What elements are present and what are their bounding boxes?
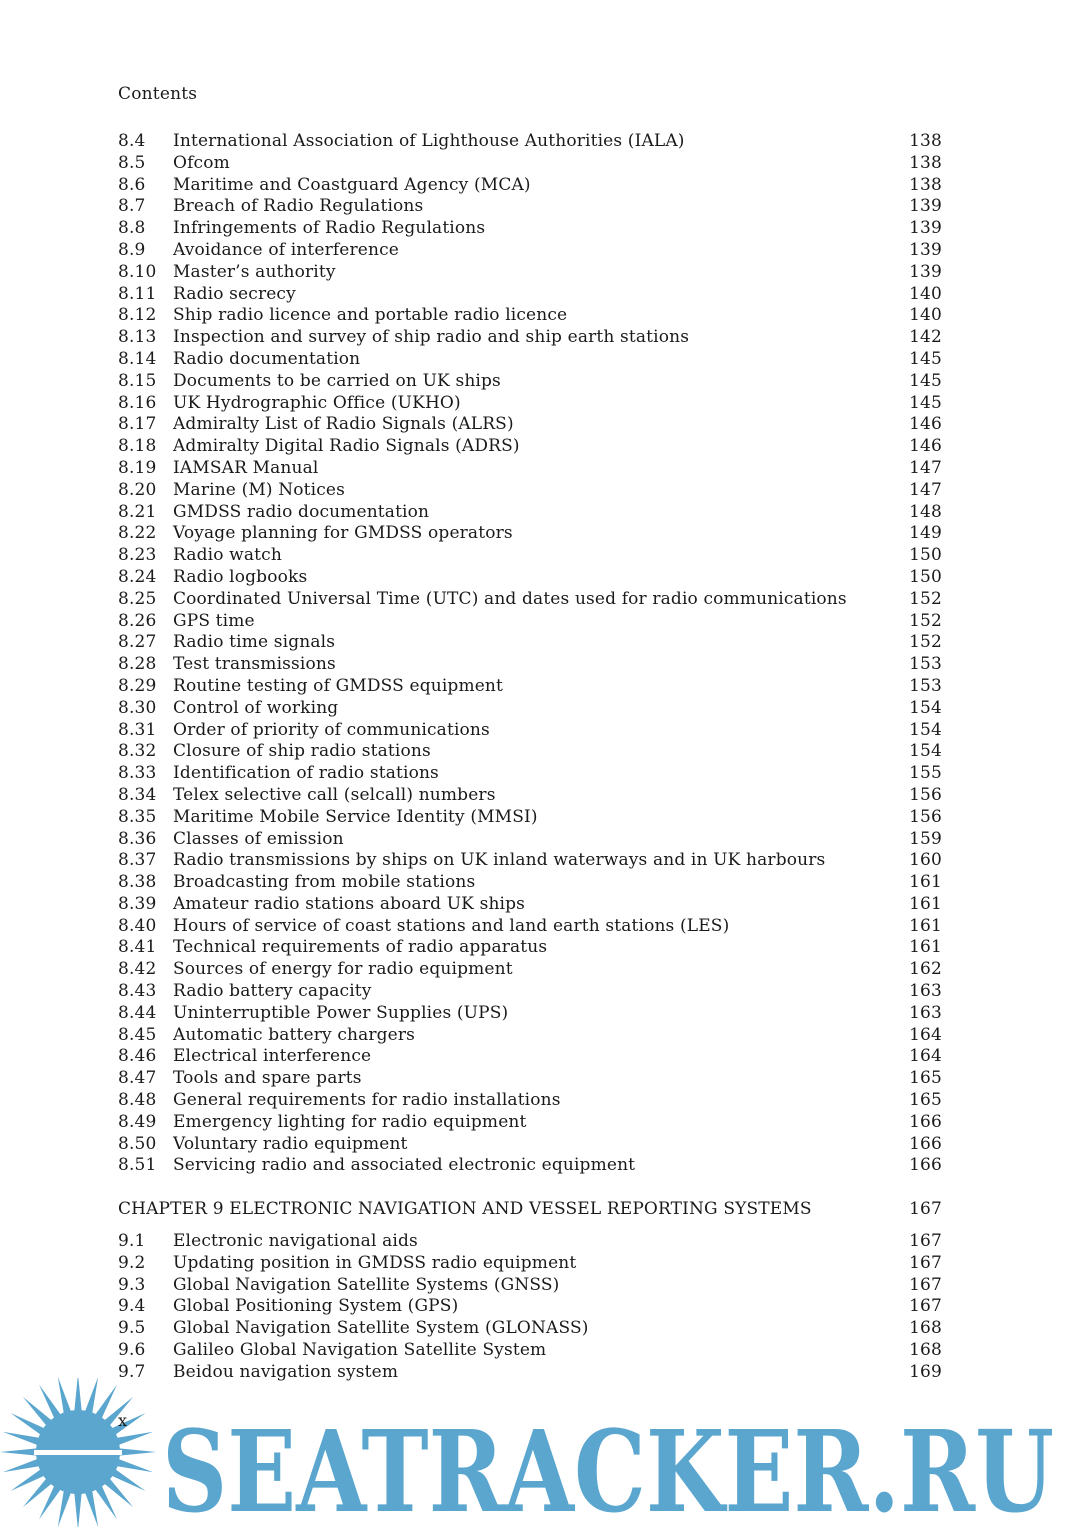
section-number: 8.42 [118,959,157,980]
section-number: 8.30 [118,697,157,718]
section-title: Tools and spare parts [173,1068,362,1089]
toc-entry[interactable] [118,763,942,785]
section-number: 9.6 [118,1339,146,1360]
section-title: Radio secrecy [173,283,296,304]
section-number: 8.41 [118,937,157,958]
section-title: Electrical interference [173,1046,372,1067]
toc-chapter-8-list [118,131,942,1177]
toc-entry[interactable] [118,502,942,524]
toc-entry[interactable] [118,1003,942,1025]
toc-entry[interactable] [118,1253,942,1275]
toc-entry[interactable] [118,1046,942,1068]
seatracker-watermark [0,1378,1080,1527]
section-number: 8.4 [118,131,146,151]
section-number: 8.34 [118,784,157,805]
section-number: 9.2 [118,1252,146,1273]
page-number: 148 [909,501,942,522]
page-number: 140 [909,305,942,326]
toc-entry[interactable] [118,632,942,654]
page-number: 156 [909,784,942,805]
section-title: Servicing radio and associated electronic equipment [173,1155,636,1176]
toc-entry[interactable] [118,698,942,720]
page-number: 152 [909,588,942,609]
toc-entry[interactable] [118,872,942,894]
sun-logo-icon [0,1378,156,1527]
toc-entry[interactable] [118,305,942,327]
page-number: 149 [909,523,942,544]
toc-entry[interactable] [118,676,942,698]
toc-entry[interactable] [118,654,942,676]
toc-entry[interactable] [118,1155,942,1177]
page-number: 165 [909,1068,942,1089]
page-number: 153 [909,675,942,696]
toc-entry[interactable] [118,1231,942,1253]
section-title: Order of priority of communications [173,719,490,740]
section-number: 8.25 [118,588,157,609]
section-number: 8.7 [118,196,146,217]
section-title: Voluntary radio equipment [173,1133,408,1154]
section-number: 8.6 [118,174,146,195]
toc-entry[interactable] [118,1318,942,1340]
section-title: Global Positioning System (GPS) [173,1296,459,1317]
toc-entry[interactable] [118,959,942,981]
page-number: 163 [909,981,942,1002]
page-number: 145 [909,392,942,413]
toc-entry[interactable] [118,1340,942,1362]
section-number: 8.28 [118,654,157,675]
page-number: 139 [909,218,942,239]
section-number: 8.14 [118,348,157,369]
section-number: 8.12 [118,305,157,326]
section-number: 8.38 [118,872,157,893]
toc-entry[interactable] [118,175,942,197]
page-number: 168 [909,1318,942,1339]
toc-entry[interactable] [118,284,942,306]
section-number: 9.7 [118,1361,146,1382]
section-title: Uninterruptible Power Supplies (UPS) [173,1002,509,1023]
toc-entry[interactable] [118,393,942,415]
page-number: 167 [909,1252,942,1273]
section-number: 8.46 [118,1046,157,1067]
section-number: 8.37 [118,850,157,871]
section-number: 8.21 [118,501,157,522]
page-number: 163 [909,1002,942,1023]
section-number: 8.16 [118,392,157,413]
section-number: 8.47 [118,1068,157,1089]
section-number: 8.22 [118,523,157,544]
section-title: Inspection and survey of ship radio and ship earth stations [173,327,690,348]
section-title: Galileo Global Navigation Satellite System [173,1339,547,1360]
section-title: Sources of energy for radio equipment [173,959,513,980]
page-number: 150 [909,545,942,566]
section-number: 8.36 [118,828,157,849]
section-title: Ofcom [173,152,230,173]
page-number: 167 [909,1231,942,1251]
toc-entry[interactable] [118,240,942,262]
section-number: 8.26 [118,610,157,631]
page-number: 140 [909,283,942,304]
page-number: 161 [909,872,942,893]
page-number: 147 [909,479,942,500]
section-number: 8.50 [118,1133,157,1154]
toc-entry[interactable] [118,916,942,938]
section-title: Global Navigation Satellite Systems (GNSS) [173,1274,560,1295]
toc-entry[interactable] [118,1025,942,1047]
toc-entry[interactable] [118,1112,942,1134]
page-number: 152 [909,632,942,653]
section-number: 8.31 [118,719,157,740]
page-number: 153 [909,654,942,675]
section-title: Identification of radio stations [173,763,439,784]
toc-chapter-9-list [118,1231,942,1384]
page-number: 169 [909,1361,942,1382]
page-number: 146 [909,436,942,457]
page-number: 166 [909,1133,942,1154]
watermark-text: SEATRACKER.RU [162,1407,1054,1527]
section-title: Routine testing of GMDSS equipment [173,675,504,696]
section-number: 9.4 [118,1296,146,1317]
page-number: 162 [909,959,942,980]
page-number: 161 [909,937,942,958]
page-number: 160 [909,850,942,871]
section-title: UK Hydrographic Office (UKHO) [173,392,461,413]
section-number: 8.5 [118,152,146,173]
section-number: 8.40 [118,915,157,936]
page-number: 138 [909,131,942,151]
section-title: Updating position in GMDSS radio equipment [173,1252,577,1273]
toc-entry[interactable] [118,414,942,436]
section-title: General requirements for radio installations [173,1090,561,1111]
section-number: 8.18 [118,436,157,457]
section-number: 8.8 [118,218,146,239]
section-number: 8.19 [118,457,157,478]
section-number: 8.10 [118,261,157,282]
page-number: 154 [909,741,942,762]
section-title: Admiralty List of Radio Signals (ALRS) [173,414,514,435]
section-title: Technical requirements of radio apparatus [173,937,548,958]
section-title: Broadcasting from mobile stations [173,872,476,893]
toc-entry[interactable] [118,1068,942,1090]
section-number: 8.51 [118,1155,157,1176]
section-title: Radio transmissions by ships on UK inland waterways and in UK harbours [173,850,826,871]
section-title: International Association of Lighthouse Authorities (IALA) [173,131,685,151]
section-number: 9.3 [118,1274,146,1295]
section-number: 8.29 [118,675,157,696]
section-title: Radio battery capacity [173,981,372,1002]
page-number: 167 [909,1274,942,1295]
section-number: 8.24 [118,566,157,587]
toc-entry[interactable] [118,611,942,633]
page-number: 166 [909,1111,942,1132]
toc-entry[interactable] [118,436,942,458]
section-title: Coordinated Universal Time (UTC) and dates used for radio communications [173,588,847,609]
toc-entry[interactable] [118,131,942,153]
toc-entry[interactable] [118,218,942,240]
toc-entry[interactable] [118,720,942,742]
toc-entry[interactable] [118,196,942,218]
section-title: Hours of service of coast stations and land earth stations (LES) [173,915,730,936]
toc-entry[interactable] [118,1090,942,1112]
page-number: 152 [909,610,942,631]
page-number: 154 [909,719,942,740]
section-number: 8.9 [118,239,146,260]
toc-entry[interactable] [118,1296,942,1318]
toc-entry[interactable] [118,349,942,371]
section-title: Radio time signals [173,632,336,653]
section-title: Maritime Mobile Service Identity (MMSI) [173,806,538,827]
toc-entry[interactable] [118,545,942,567]
running-head: Contents [118,84,198,104]
page-number: 147 [909,457,942,478]
toc-entry[interactable] [118,567,942,589]
toc-entry[interactable] [118,1275,942,1297]
page-number: 156 [909,806,942,827]
section-title: GMDSS radio documentation [173,501,430,522]
page-number: 159 [909,828,942,849]
section-title: Maritime and Coastguard Agency (MCA) [173,174,531,195]
page-number: 161 [909,915,942,936]
section-title: Admiralty Digital Radio Signals (ADRS) [173,436,520,457]
toc-entry[interactable] [118,807,942,829]
toc-entry[interactable] [118,480,942,502]
toc-entry[interactable] [118,327,942,349]
chapter-page-number: 167 [909,1199,942,1219]
section-number: 8.39 [118,893,157,914]
page-number: 154 [909,697,942,718]
toc-entry[interactable] [118,981,942,1003]
page-number: 166 [909,1155,942,1176]
toc-entry[interactable] [118,371,942,393]
page-number: 138 [909,152,942,173]
section-number: 9.1 [118,1231,146,1251]
section-title: Radio documentation [173,348,361,369]
section-number: 8.35 [118,806,157,827]
page-number: 139 [909,239,942,260]
page-number: 164 [909,1046,942,1067]
toc-entry[interactable] [118,1134,942,1156]
toc-entry[interactable] [118,523,942,545]
section-number: 8.49 [118,1111,157,1132]
toc-entry[interactable] [118,262,942,284]
section-number: 8.17 [118,414,157,435]
section-title: Emergency lighting for radio equipment [173,1111,527,1132]
section-title: Radio watch [173,545,282,566]
page-number: 139 [909,196,942,217]
page-number: 167 [909,1296,942,1317]
section-title: Automatic battery chargers [173,1024,416,1045]
section-number: 8.43 [118,981,157,1002]
section-title: Documents to be carried on UK ships [173,370,501,391]
toc-entry[interactable] [118,829,942,851]
section-title: Ship radio licence and portable radio licence [173,305,568,326]
section-number: 8.23 [118,545,157,566]
section-title: Master’s authority [173,261,336,282]
page-number: 155 [909,763,942,784]
page-number: 150 [909,566,942,587]
page-number: 146 [909,414,942,435]
section-title: Global Navigation Satellite System (GLONASS) [173,1318,589,1339]
chapter-title: CHAPTER 9 ELECTRONIC NAVIGATION AND VESSEL REPORTING SYSTEMS [118,1199,812,1219]
section-title: Control of working [173,697,339,718]
section-number: 8.27 [118,632,157,653]
page-number: 145 [909,348,942,369]
page-number: 161 [909,893,942,914]
section-number: 8.20 [118,479,157,500]
section-title: Voyage planning for GMDSS operators [173,523,513,544]
toc-entry[interactable] [118,458,942,480]
section-title: Amateur radio stations aboard UK ships [173,893,526,914]
toc-entry[interactable] [118,589,942,611]
section-title: Marine (M) Notices [173,479,345,500]
toc-entry[interactable] [118,153,942,175]
section-title: Telex selective call (selcall) numbers [173,784,496,805]
section-title: Breach of Radio Regulations [173,196,424,217]
section-number: 9.5 [118,1318,146,1339]
page-number: 168 [909,1339,942,1360]
page-folio: x [118,1411,128,1430]
toc-entry[interactable] [118,741,942,763]
section-title: GPS time [173,610,255,631]
page-number: 165 [909,1090,942,1111]
section-title: Avoidance of interference [173,239,399,260]
section-title: Radio logbooks [173,566,308,587]
toc-entry[interactable] [118,850,942,872]
toc-entry[interactable] [118,785,942,807]
section-title: Infringements of Radio Regulations [173,218,486,239]
page-number: 142 [909,327,942,348]
section-title: IAMSAR Manual [173,457,319,478]
section-title: Closure of ship radio stations [173,741,431,762]
section-number: 8.32 [118,741,157,762]
section-number: 8.15 [118,370,157,391]
chapter-heading-9[interactable] [118,1198,942,1220]
horizon-line [34,1450,122,1455]
page-number: 164 [909,1024,942,1045]
section-number: 8.13 [118,327,157,348]
section-number: 8.48 [118,1090,157,1111]
section-title: Classes of emission [173,828,344,849]
section-number: 8.44 [118,1002,157,1023]
section-number: 8.11 [118,283,157,304]
section-title: Beidou navigation system [173,1361,399,1382]
toc-entry[interactable] [118,937,942,959]
page-number: 139 [909,261,942,282]
section-title: Electronic navigational aids [173,1231,418,1251]
section-number: 8.33 [118,763,157,784]
toc-entry[interactable] [118,894,942,916]
section-title: Test transmissions [173,654,336,675]
page-number: 145 [909,370,942,391]
page-number: 138 [909,174,942,195]
section-number: 8.45 [118,1024,157,1045]
